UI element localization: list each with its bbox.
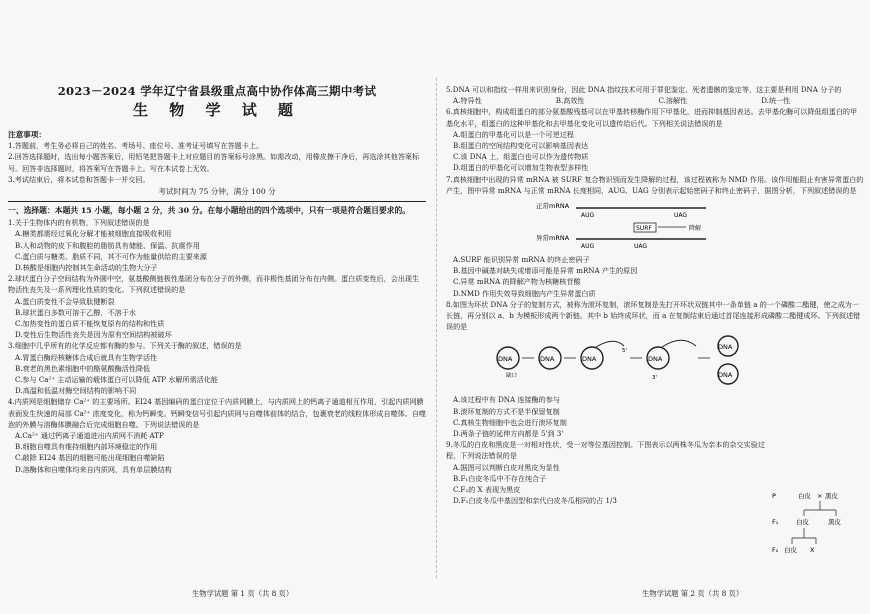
question-option: D.溶酶体和自噬体均来自内质网，具有单层膜结构 (15, 464, 172, 474)
question-option: C.参与 Ca²⁺ 主动运输的载体蛋白可以降低 ATP 水解所需活化能 (15, 375, 218, 385)
p-label: P (772, 492, 776, 500)
rolling-circle-figure (446, 332, 864, 394)
question-option: A.胃蛋白酶经核糖体合成后就具有生物学活性 (15, 352, 158, 362)
right-page (446, 84, 864, 570)
dna-label: DNA (718, 343, 733, 352)
question-9-block (446, 439, 766, 506)
dna-label: DNA (498, 355, 513, 364)
gap-label: 缺口 (506, 373, 518, 380)
question-option: C.溶解性 (658, 96, 688, 106)
left-page (8, 78, 426, 578)
degrade-label: 降解 (689, 225, 702, 233)
question-option: D.组蛋白的甲基化可以增加生物表型多样性 (453, 163, 589, 173)
question-option: A.Ca²⁺ 通过钙离子通道进出内质网不消耗 ATP (15, 431, 164, 441)
dna-label: DNA (540, 355, 555, 364)
notice-item: 1.答题前，考生务必将自己的姓名、考场号、座位号、准考证号填写在答题卡上。 (8, 141, 264, 151)
notice-heading: 注意事项： (8, 130, 46, 139)
question-option: B.人和动物的皮下和腹腔的脂肪具有储能、保温、抗震作用 (15, 240, 200, 250)
x-label: X (810, 546, 815, 554)
question-stem: 8.如图为环状 DNA 分子的复制方式，被称为滚环复制，滚环复制是先打开环状双链其中一条单链 a 的一个磷酸二酯键，使之成为一长链，再分别以 a、b 为模板形成两个新链。其中 b 始终成环状，而 a 在复制结束后通过首尾连接形成磷酸二酯键成环。下列叙述错误的是 (446, 299, 861, 332)
mrna-diagram (446, 196, 864, 254)
page-footer-right: 生物学试题 第 2 页（共 8 页） (642, 589, 744, 598)
question-option: D.核酸是细胞内控制其生命活动的生物大分子 (15, 263, 158, 273)
option-row (446, 95, 864, 106)
question-option: A.特异性 (453, 96, 482, 106)
question-option: C.F₂的 X 表现为黑皮 (453, 485, 521, 495)
question-option: B.基因中碱基对缺失或增添可能是异常 mRNA 产生的原因 (453, 266, 638, 276)
question-stem: 3.细胞中几乎所有的化学反应都有酶的参与。下列关于酶的叙述，错误的是 (8, 341, 242, 351)
divider (8, 201, 426, 202)
question-stem: 5.DNA 可以和指纹一样用来识别身份，因此 DNA 指纹技术可用于罪犯鉴定、死者遗骸的鉴定等，这主要是利用 DNA 分子的 (446, 85, 842, 94)
white-label: 白皮 (784, 546, 797, 554)
question-option: C.敲除 EI24 基因的细胞可能出现细胞自噬缺陷 (15, 453, 165, 463)
page-divider (436, 78, 437, 578)
notice-item: 2.回答选择题时，选出每小题答案后，用铅笔把答题卡上对应题目的答案标号涂黑。如需改动，用橡皮擦干净后，再选涂其他答案标号。回答非选择题时，将答案写在答题卡上。写在本试卷上无效。 (8, 152, 420, 173)
time-info: 考试时间为 75 分钟，满分 100 分 (158, 187, 276, 197)
question-option: A.糖类都需经过氧化分解才能被细胞直接吸收利用 (15, 229, 172, 239)
rolling-circle-diagram (446, 332, 864, 394)
mrna-figure (446, 196, 864, 254)
question-stem: 6.真核细胞中，构成组蛋白的部分氨基酸残基可以在甲基转移酶作用下甲基化，进而抑制基因表达。去甲基化酶可以降低组蛋白的甲基化水平，组蛋白的这种甲基化和去甲基化变化可以遗传给后代。下列相关说法错误的是 (446, 107, 858, 128)
question-option: D.高温和低温对酶空间结构的影响不同 (15, 386, 137, 396)
question-option: D.F₁白皮冬瓜中基因型和亲代白皮冬瓜相同的占 1/3 (453, 496, 617, 506)
surf-label: SURF (636, 225, 652, 233)
notice-item: 3.考试结束后，将本试卷和答题卡一并交回。 (8, 174, 150, 184)
question-option: C.真核生物细胞中也会进行滚环复制 (453, 417, 567, 427)
end-label: 5' (622, 348, 628, 355)
question-stem: 2.球状蛋白分子空间结构为外圆中空，氨基酸侧链极性基团分布在分子的外侧，而非极性基团分布在内侧。蛋白质变性后，会出现生物活性丧失及一系列理化性质的变化。下列叙述错误的是 (8, 274, 420, 295)
question-option: A.SURF 能识别异常 mRNA 的终止密码子 (453, 255, 590, 265)
dna-label: DNA (648, 355, 663, 364)
question-option: B.高效性 (555, 96, 585, 106)
question-stem: 4.内质网是细胞储存 Ca²⁺ 的主要场所。EI24 基因编码的蛋白定位于内质网膜上，与内质网上的钙离子通道相互作用，引起内质网膜表面发生快速的局部 Ca²⁺ 浓度变化，称为钙瞬变。钙瞬变信号引起内质网与自噬体前体的结合，包裹衰老的线粒体形成自噬体。自噬泡的外膜与溶酶体膜融合后完成细胞自噬。下列说法错误的是 (8, 397, 426, 429)
f2-label: F₂ (772, 546, 779, 554)
dna-label: DNA (582, 355, 597, 364)
white-label: 白皮 (798, 492, 811, 500)
aug-label: AUG (581, 212, 595, 220)
white-label: 白皮 (796, 518, 809, 526)
question-option: C.异常 mRNA 的降解产物为核糖核苷酸 (453, 277, 581, 287)
question-option: A.组蛋白的甲基化可以是一个可逆过程 (453, 129, 574, 139)
cross-diagram (770, 488, 862, 570)
cross-label: × (817, 492, 823, 500)
f1-label: F₁ (772, 518, 779, 526)
question-option: D.NMD 作用失效导致细胞内产生异常蛋白质 (453, 288, 596, 298)
question-option: B.衰老的黑色素细胞中的酪氨酸酶活性降低 (15, 363, 151, 373)
page-footer-left: 生物学试题 第 1 页（共 8 页） (192, 589, 294, 598)
exam-subject: 生 物 学 试 题 (133, 101, 301, 119)
question-option: A.该过程中有 DNA 连接酶的参与 (453, 395, 560, 405)
question-option: C.加热变性的蛋白质不能恢复原有的结构和性质 (15, 319, 165, 329)
end-label: 3' (652, 375, 658, 382)
black-label: 黑皮 (825, 492, 838, 500)
question-stem: 9.冬瓜的白皮和黑皮是一对相对性状，受一对等位基因控制。下图表示以两株冬瓜为亲本的杂交实验过程，下列说法错误的是 (446, 440, 765, 461)
black-label: 黑皮 (828, 518, 841, 526)
question-option: B.细胞自噬具有维持细胞内部环境稳定的作用 (15, 442, 158, 452)
abnormal-mrna-label: 异常mRNA (536, 234, 570, 243)
uag-label: UAG (674, 212, 688, 220)
dna-label: DNA (718, 371, 733, 380)
question-option: B.滚环复制的方式不是半保留复制 (453, 406, 560, 416)
uag-label: UAG (634, 243, 648, 251)
question-stem: 7.真核细胞中出现的异常 mRNA 被 SURF 复合物识别而发生降解的过程，该过程被称为 NMD 作用。该作用能阻止有害异常蛋白的产生，图中异常 mRNA 与正常 mRNA 长度相同，AUG、UAG 分别表示起始密码子和终止密码子，据图分析，下列叙述错误的是 (446, 174, 864, 195)
exam-title: 2023－2024 学年辽宁省县级重点高中协作体高三期中考试 (57, 84, 377, 98)
question-stem: 1.关于生物体内的有机物，下列叙述错误的是 (8, 218, 150, 228)
question-option: D.变性后生物活性丧失是因为原有空间结构被破坏 (15, 330, 172, 340)
question-option: A.据图可以判断白皮对黑皮为显性 (453, 462, 560, 472)
section-heading: 一、选择题：本题共 15 小题，每小题 2 分，共 30 分。在每小题给出的四个选项中，只有一项是符合题目要求的。 (8, 206, 411, 216)
normal-mrna-label: 正常mRNA (536, 202, 570, 211)
question-option: B.组蛋白的空间结构变化可以影响基因表达 (453, 141, 589, 151)
cross-figure (770, 488, 862, 570)
question-option: D.统一性 (761, 96, 791, 106)
question-option: B.球状蛋白多数可溶于乙醇，不溶于水 (15, 307, 136, 317)
question-option: D.两条子链的延伸方向都是 5'到 3' (453, 429, 564, 439)
question-option: C.该 DNA 上，组蛋白也可以作为遗传物质 (453, 152, 589, 162)
question-option: C.蛋白质与糖类、脂质不同，其不可作为能量供给的主要来源 (15, 251, 207, 261)
question-option: A.蛋白质变性不会导致肽键断裂 (15, 296, 115, 306)
aug-label: AUG (581, 243, 595, 251)
question-option: B.F₁白皮冬瓜中不存在纯合子 (453, 473, 547, 483)
